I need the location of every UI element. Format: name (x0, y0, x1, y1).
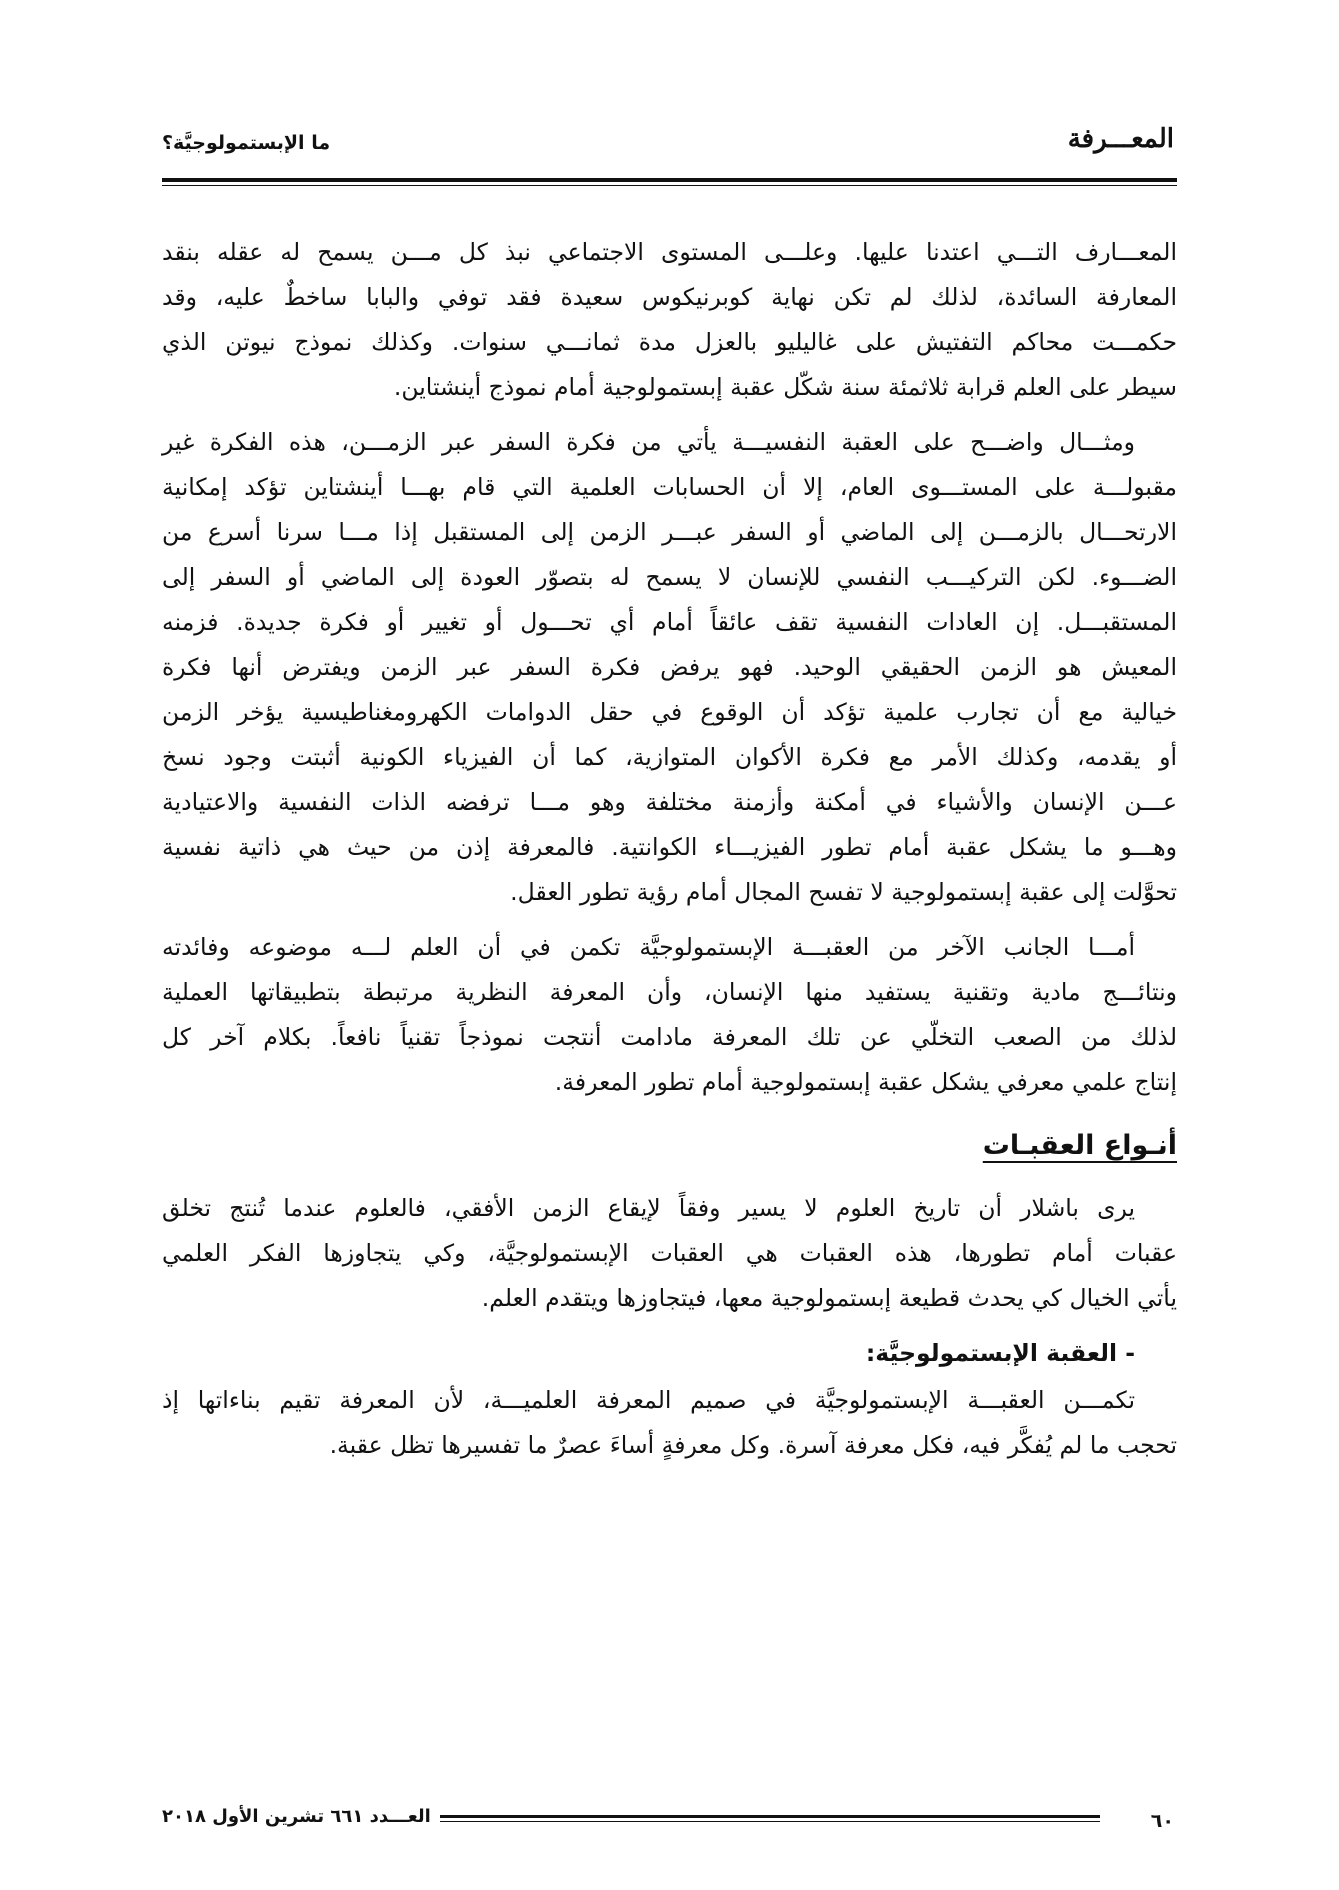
text-line: لذلك من الصعب التخلّي عن تلك المعرفة مادامت أنتجت نموذجاً تقنياً نافعاً. بكلام آخر كل (162, 1023, 1177, 1051)
text-line: يأتي الخيال كي يحدث قطيعة إبستمولوجية معها، فيتجاوزها ويتقدم العلم. (481, 1284, 1177, 1312)
text-line: المستقبـــل. إن العادات النفسية تقف عائقاً أمام أي تحـــول أو تغيير أو فكرة جديدة. فزمنه (162, 608, 1177, 636)
text-line: مقبولـــة على المستـــوى العام، إلا أن الحسابات العلمية التي قام بهـــا أينشتاين تؤكد إمكانية (162, 473, 1177, 501)
final-paragraph (162, 1378, 1177, 1468)
page-number: ٦٠ (1150, 1810, 1174, 1832)
text-line: المعـــارف التـــي اعتدنا عليها. وعلـــى المستوى الاجتماعي نبذ كل مـــن يسمح له عقله بنقد (162, 238, 1177, 266)
text-line: حكمـــت محاكم التفتيش على غاليليو بالعزل مدة ثمانـــي سنوات. وكذلك نموذج نيوتن الذي (162, 328, 1177, 356)
text-line: تكمـــن العقبـــة الإبستمولوجيَّة في صميم المعرفة العلميـــة، لأن المعرفة تقيم بناءاتها إذ (162, 1386, 1135, 1414)
text-line: تحوَّلت إلى عقبة إبستمولوجية لا تفسح المجال أمام رؤية تطور العقل. (510, 878, 1177, 906)
header-rule-thin (162, 185, 1177, 186)
text-line: أمـــا الجانب الآخر من العقبـــة الإبستمولوجيَّة تكمن في أن العلم لـــه موضوعه وفائدته (162, 933, 1135, 961)
footer-rule-thin (440, 1821, 1100, 1822)
text-line: سيطر على العلم قرابة ثلاثمئة سنة شكّل عقبة إبستمولوجية أمام نموذج أينشتاين. (393, 373, 1177, 401)
text-line: المعيش هو الزمن الحقيقي الوحيد. فهو يرفض فكرة السفر عبر الزمن ويفترض أنها فكرة (162, 653, 1177, 681)
text-line: وهـــو ما يشكل عقبة أمام تطور الفيزيـــاء الكوانتية. فالمعرفة إذن من حيث هي ذاتية نفسية (162, 833, 1177, 861)
section-paragraph (162, 1186, 1177, 1321)
article-body (162, 230, 1177, 1478)
section-heading: أنـواع العقبـات (982, 1130, 1177, 1161)
footer-rule-thick (440, 1815, 1100, 1818)
text-line: الضـــوء. لكن التركيـــب النفسي للإنسان لا يسمح له بتصوّر العودة إلى الماضي أو السفر إلى (162, 563, 1177, 591)
issue-info: العـــدد ٦٦١ تشرين الأول ٢٠١٨ (162, 1806, 431, 1827)
journal-logo: المعـــرفة (1067, 124, 1174, 154)
paragraph-2 (162, 420, 1177, 915)
text-line: المعارفة السائدة، لذلك لم تكن نهاية كوبرنيكوس سعيدة فقد توفي والبابا ساخطٌ عليه، وقد (162, 283, 1177, 311)
text-line: تحجب ما لم يُفكَّر فيه، فكل معرفة آسرة. وكل معرفةٍ أساءَ عصرٌ ما تفسيرها تظل عقبة. (329, 1431, 1177, 1459)
text-line: إنتاج علمي معرفي يشكل عقبة إبستمولوجية أمام تطور المعرفة. (554, 1068, 1177, 1096)
text-line: أو يقدمه، وكذلك الأمر مع فكرة الأكوان المتوازية، كما أن الفيزياء الكونية أثبتت وجود نسخ (162, 743, 1177, 771)
running-title: ما الإبستمولوجيَّة؟ (162, 132, 331, 154)
text-line: ومثـــال واضـــح على العقبة النفسيـــة يأتي من فكرة السفر عبر الزمـــن، هذه الفكرة غير (162, 428, 1135, 456)
text-line: يرى باشلار أن تاريخ العلوم لا يسير وفقاً لإيقاع الزمن الأفقي، فالعلوم عندما تُنتج تخلق (162, 1194, 1135, 1222)
text-line: خيالية مع أن تجارب علمية تؤكد أن الوقوع في حقل الدوامات الكهرومغناطيسية يؤخر الزمن (162, 698, 1177, 726)
text-line: الارتحـــال بالزمـــن إلى الماضي أو السفر عبـــر الزمن إلى المستقبل إذا مـــا سرنا أسرع من (162, 518, 1177, 546)
paragraph-1 (162, 230, 1177, 410)
text-line: ونتائـــج مادية وتقنية يستفيد منها الإنسان، وأن المعرفة النظرية مرتبطة بتطبيقاتها العملية (162, 978, 1177, 1006)
header-rule-thick (162, 178, 1177, 182)
paragraph-3 (162, 925, 1177, 1105)
text-line: عقبات أمام تطورها، هذه العقبات هي العقبات الإبستمولوجيَّة، وكي يتجاوزها الفكر العلمي (162, 1239, 1177, 1267)
sub-heading: - العقبة الإبستمولوجيَّة: (865, 1339, 1135, 1367)
text-line: عـــن الإنسان والأشياء في أمكنة وأزمنة مختلفة وهو مـــا ترفضه الذات النفسية والاعتيادية (162, 788, 1177, 816)
